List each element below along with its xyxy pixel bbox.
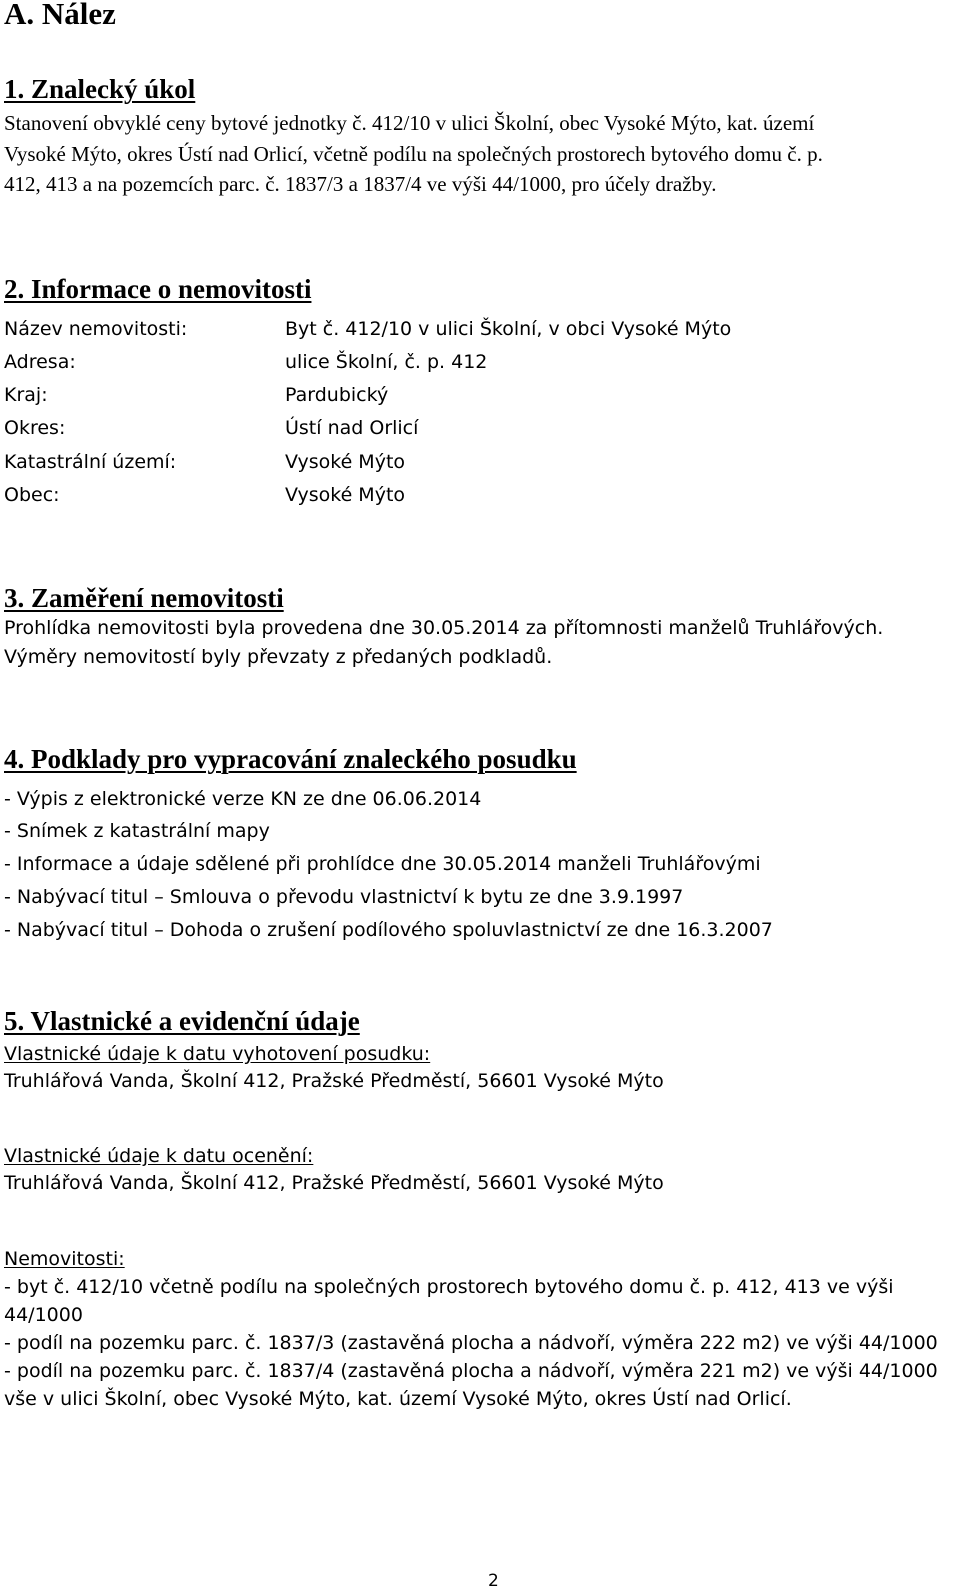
info-value: Byt č. 412/10 v ulici Školní, v obci Vysoké Mýto [285,318,732,340]
list-item: - Nabývací titul – Smlouva o převodu vlastnictví k bytu ze dne 3.9.1997 [4,886,684,908]
owner-now-value: Truhlářová Vanda, Školní 412, Pražské Předměstí, 56601 Vysoké Mýto [4,1070,664,1092]
list-item: vše v ulici Školní, obec Vysoké Mýto, kat. území Vysoké Mýto, okres Ústí nad Orlicí. [4,1388,792,1410]
info-value: ulice Školní, č. p. 412 [285,351,488,373]
properties-label: Nemovitosti: [4,1248,125,1270]
page-number: 2 [488,1571,499,1591]
section-4-title: 4. Podklady pro vypracování znaleckého posudku [4,744,577,774]
info-value: Vysoké Mýto [285,451,406,473]
owner-valuation-label: Vlastnické údaje k datu ocenění: [4,1145,314,1167]
list-item: 44/1000 [4,1304,83,1326]
list-item: - podíl na pozemku parc. č. 1837/4 (zastavěná plocha a nádvoří, výměra 221 m2) ve výši 44/1000 [4,1360,938,1382]
section-1-line: Stanovení obvyklé ceny bytové jednotky č. 412/10 v ulici Školní, obec Vysoké Mýto, kat. území [4,111,815,135]
info-value: Pardubický [285,384,389,406]
document-heading: A. Nález [4,0,116,31]
section-2-title-text: 2. Informace o nemovitosti [4,274,312,304]
list-item: - Informace a údaje sdělené při prohlídce dne 30.05.2014 manželi Truhlářovými [4,853,761,875]
owner-now-label: Vlastnické údaje k datu vyhotovení posudku: [4,1043,431,1065]
section-3-line: Výměry nemovitostí byly převzaty z předaných podkladů. [4,646,553,668]
section-1-line: 412, 413 a na pozemcích parc. č. 1837/3 a 1837/4 ve výši 44/1000, pro účely dražby. [4,172,717,196]
info-value: Vysoké Mýto [285,484,406,506]
list-item: - Nabývací titul – Dohoda o zrušení podílového spoluvlastnictví ze dne 16.3.2007 [4,919,773,941]
info-label: Katastrální území: [4,451,177,473]
list-item: - Výpis z elektronické verze KN ze dne 06.06.2014 [4,788,482,810]
info-label: Okres: [4,417,66,439]
section-2-title [4,272,311,306]
list-item: - byt č. 412/10 včetně podílu na společných prostorech bytového domu č. p. 412, 413 ve výši [4,1276,894,1298]
info-label: Kraj: [4,384,48,406]
section-1-title: 1. Znalecký úkol [4,74,196,104]
section-1-line: Vysoké Mýto, okres Ústí nad Orlicí, včetně podílu na společných prostorech bytového domu č. p. [4,142,823,166]
info-label: Adresa: [4,351,76,373]
info-value: Ústí nad Orlicí [285,417,419,439]
list-item: - Snímek z katastrální mapy [4,820,270,842]
list-item: - podíl na pozemku parc. č. 1837/3 (zastavěná plocha a nádvoří, výměra 222 m2) ve výši 44/1000 [4,1332,938,1354]
section-5-title: 5. Vlastnické a evidenční údaje [4,1006,360,1036]
section-3-line: Prohlídka nemovitosti byla provedena dne 30.05.2014 za přítomnosti manželů Truhlářových. [4,617,884,639]
info-label: Obec: [4,484,60,506]
section-3-title: 3. Zaměření nemovitosti [4,583,284,613]
owner-valuation-value: Truhlářová Vanda, Školní 412, Pražské Předměstí, 56601 Vysoké Mýto [4,1172,664,1194]
info-label: Název nemovitosti: [4,318,188,340]
